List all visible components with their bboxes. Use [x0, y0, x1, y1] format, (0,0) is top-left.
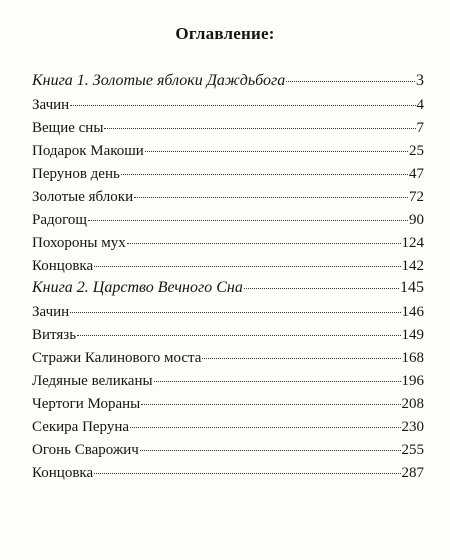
chapter-title: Вещие сны: [32, 120, 104, 136]
chapter-title: Секира Перуна: [32, 419, 130, 435]
chapter-entry: [32, 462, 424, 485]
chapter-title: Зачин: [32, 304, 70, 320]
book-2-page: 145: [400, 279, 424, 296]
dot-leader: [140, 450, 401, 451]
dot-leader: [77, 335, 400, 336]
chapter-page: 196: [401, 373, 424, 389]
chapter-title: Огонь Сварожич: [32, 442, 139, 458]
dot-leader: [104, 128, 415, 129]
dot-leader: [244, 288, 399, 289]
chapter-entry: [32, 416, 424, 439]
chapter-title: Концовка: [32, 258, 94, 274]
chapter-page: 230: [401, 419, 424, 435]
chapter-page: 255: [401, 442, 424, 458]
chapter-entry: [32, 209, 424, 232]
chapter-entry: [32, 232, 424, 255]
dot-leader: [94, 473, 400, 474]
chapter-page: 124: [401, 235, 424, 251]
chapter-entry: [32, 94, 424, 117]
chapter-title: Ледяные великаны: [32, 373, 153, 389]
chapter-title: Чертоги Мораны: [32, 396, 141, 412]
chapter-title: Концовка: [32, 465, 94, 481]
dot-leader: [70, 105, 415, 106]
chapter-entry: [32, 117, 424, 140]
chapter-title: Зачин: [32, 97, 70, 113]
chapter-entry: [32, 393, 424, 416]
chapter-page: 4: [416, 97, 424, 113]
chapter-entry: [32, 140, 424, 163]
chapter-title: Радогощ: [32, 212, 87, 228]
chapter-page: 72: [409, 189, 424, 205]
dot-leader: [134, 197, 408, 198]
chapter-page: 146: [401, 304, 424, 320]
chapter-page: 7: [416, 120, 424, 136]
dot-leader: [202, 358, 400, 359]
chapter-page: 287: [401, 465, 424, 481]
dot-leader: [145, 151, 408, 152]
chapter-entry: [32, 347, 424, 370]
dot-leader: [130, 427, 400, 428]
chapter-page: 142: [401, 258, 424, 274]
dot-leader: [141, 404, 400, 405]
chapter-entry: [32, 439, 424, 462]
chapter-page: 25: [409, 143, 424, 159]
chapter-entry: [32, 163, 424, 186]
chapter-title: Подарок Макоши: [32, 143, 144, 159]
dot-leader: [154, 381, 401, 382]
chapter-title: Стражи Калинового моста: [32, 350, 202, 366]
chapter-title: Витязь: [32, 327, 77, 343]
chapter-page: 47: [409, 166, 424, 182]
dot-leader: [121, 174, 408, 175]
book-1-title: Книга 1. Золотые яблоки Даждьбога: [32, 72, 286, 89]
dot-leader: [70, 312, 400, 313]
toc-title: Оглавление:: [175, 24, 275, 43]
chapter-entry: [32, 301, 424, 324]
chapter-page: 208: [401, 396, 424, 412]
chapter-page: 149: [401, 327, 424, 343]
dot-leader: [127, 243, 401, 244]
chapter-page: 90: [409, 212, 424, 228]
chapter-title: Похороны мух: [32, 235, 126, 251]
book-1-page: 3: [416, 72, 424, 89]
chapter-entry: [32, 324, 424, 347]
book-2-section: [32, 275, 424, 485]
book-1-entry: [32, 68, 424, 94]
dot-leader: [88, 220, 408, 221]
dot-leader: [94, 266, 400, 267]
chapter-entry: [32, 186, 424, 209]
book-2-title: Книга 2. Царство Вечного Сна: [32, 279, 243, 296]
chapter-title: Золотые яблоки: [32, 189, 134, 205]
chapter-title: Перунов день: [32, 166, 120, 182]
chapter-page: 168: [401, 350, 424, 366]
dot-leader: [286, 81, 415, 82]
book-1-section: [32, 68, 424, 278]
book-2-entry: [32, 275, 424, 301]
chapter-entry: [32, 370, 424, 393]
